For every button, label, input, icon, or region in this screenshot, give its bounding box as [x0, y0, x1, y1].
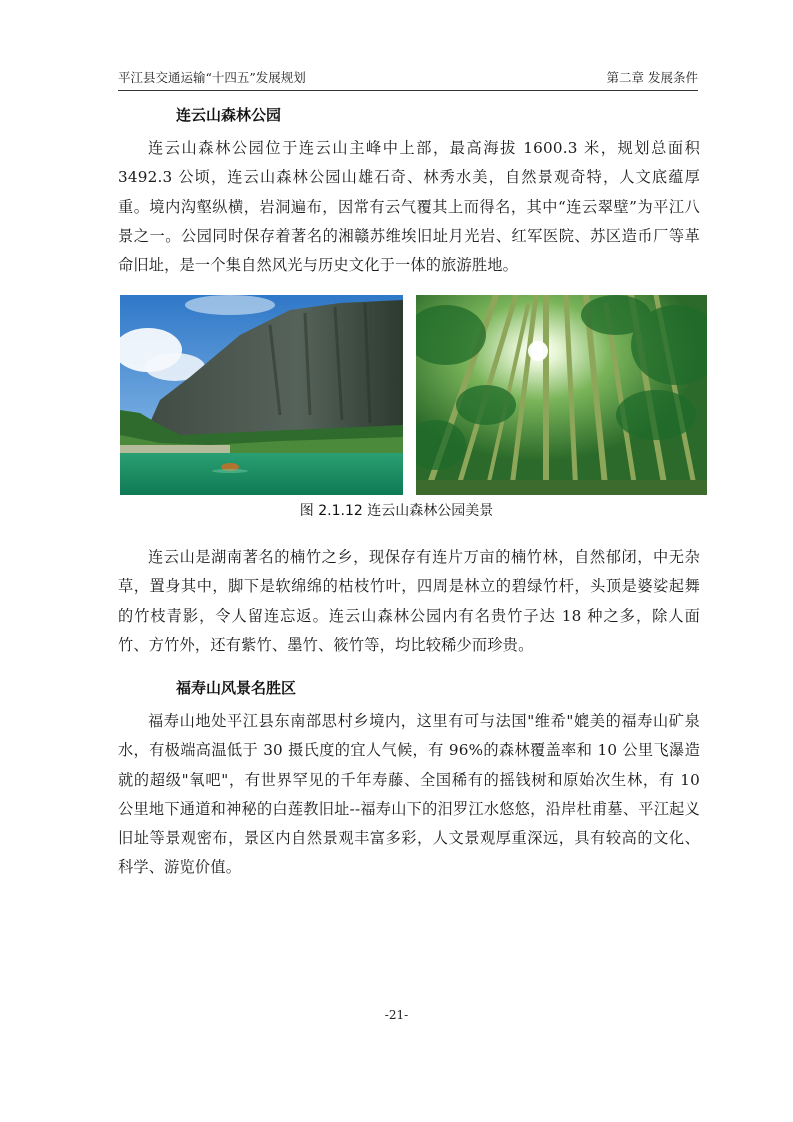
- photo-cliff-lake: [120, 295, 403, 495]
- figure-photos: [120, 295, 708, 495]
- section-title-fushoushan: 福寿山风景名胜区: [176, 679, 297, 697]
- chapter-title: 第二章 发展条件: [606, 70, 698, 85]
- page-number: -21-: [384, 1008, 409, 1022]
- paragraph-lianyunshan-intro: 连云山森林公园位于连云山主峰中上部，最高海拔 1600.3 米，规划总面积 3492.3 公顷，连云山森林公园山雄石奇、林秀水美，自然景观奇特，人文底蕴厚重。境内沟壑纵横，岩洞遍布，因常有云气覆其上而得名，其中“连云翠壁”为平江八景之一。公园同时保存着著名的湘赣苏维埃旧址月光岩、红军医院、苏区造币厂等革命旧址，是一个集自然风光与历史文化于一体的旅游胜地。: [118, 139, 700, 275]
- page-header: [118, 66, 698, 91]
- photo-bamboo-forest: [416, 295, 707, 495]
- paragraph-bamboo: 连云山是湖南著名的楠竹之乡，现保存有连片万亩的楠竹林，自然郁闭，中无杂草，置身其中，脚下是软绵绵的枯枝竹叶，四周是林立的碧绿竹杆，头顶是婆娑起舞的竹枝青影，令人留连忘返。连云山森林公园内有名贵竹子达 18 种之多，除人面竹、方竹外，还有紫竹、墨竹、筱竹等，均比较稀少而珍贵。: [118, 548, 700, 654]
- paragraph-fushoushan: 福寿山地处平江县东南部思村乡境内，这里有可与法国"维希"媲美的福寿山矿泉水，有极端高温低于 30 摄氏度的宜人气候，有 96%的森林覆盖率和 10 公里飞瀑造就的超级"氧吧"，有世界罕见的千年寿藤、全国稀有的摇钱树和原始次生林，有 10 公里地下通道和神秘的白莲教旧址--福寿山下的汨罗江水悠悠，沿岸杜甫墓、平江起义旧址等景观密布，景区内自然景观丰富多彩，人文景观厚重深远，具有较高的文化、科学、游览价值。: [118, 712, 700, 877]
- section-title-lianyunshan: 连云山森林公园: [176, 106, 282, 124]
- figure-caption: 图 2.1.12 连云山森林公园美景: [299, 503, 494, 519]
- document-title: 平江县交通运输“十四五”发展规划: [118, 70, 306, 85]
